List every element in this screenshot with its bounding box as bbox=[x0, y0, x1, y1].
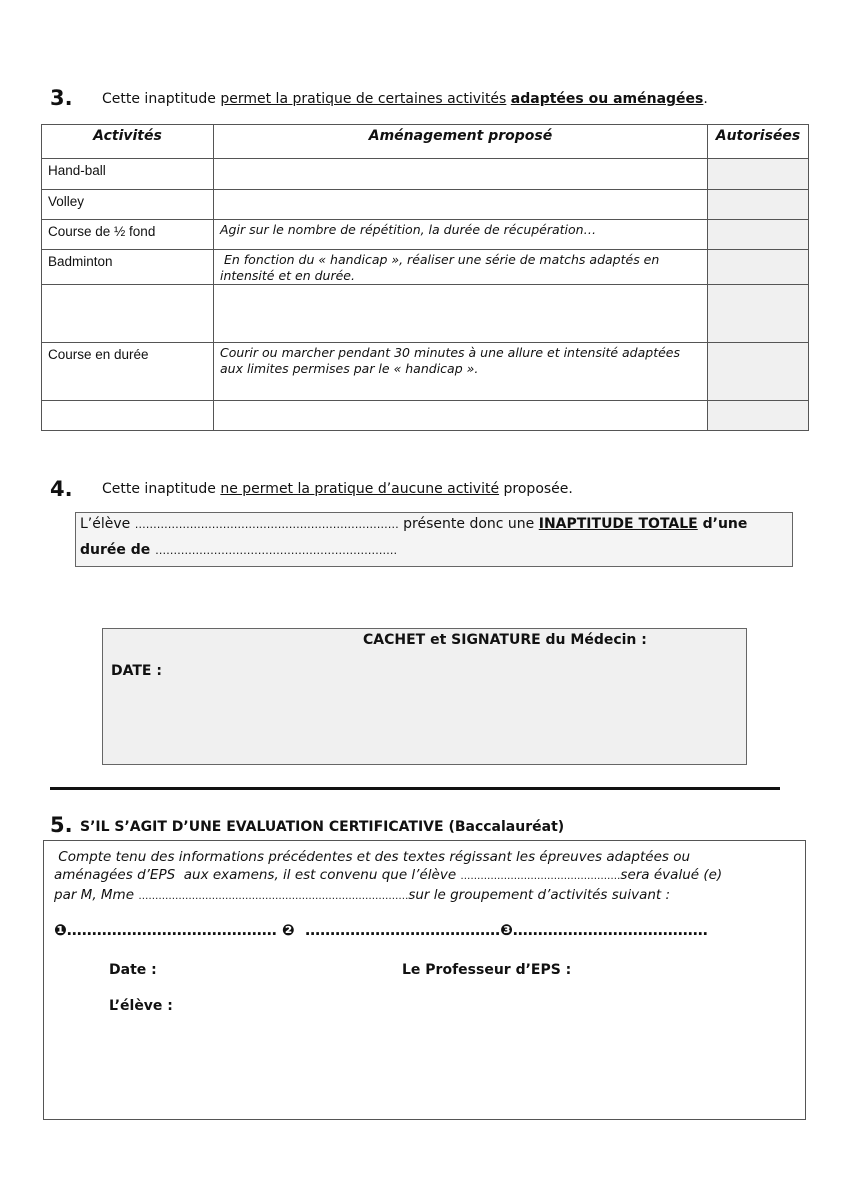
amenagement-cell[interactable] bbox=[214, 285, 708, 343]
table-row bbox=[42, 220, 809, 250]
inaptitude-totale-box bbox=[75, 512, 793, 567]
header-amenagement: Aménagement proposé bbox=[214, 125, 708, 159]
activity-cell: Volley bbox=[42, 190, 214, 220]
table-row bbox=[42, 285, 809, 343]
autorisee-cell[interactable] bbox=[708, 343, 809, 401]
evaluation-box bbox=[43, 840, 806, 1120]
para-l3-end: sur le groupement d’activités suivant : bbox=[408, 887, 671, 903]
section-3-text bbox=[102, 91, 708, 107]
activity-slot-1[interactable]: ❶…………………………………… bbox=[54, 921, 277, 939]
autorisee-cell[interactable] bbox=[708, 285, 809, 343]
table-row bbox=[42, 250, 809, 285]
section-4-text bbox=[102, 481, 573, 497]
table-row bbox=[42, 190, 809, 220]
d-une-text: d’une bbox=[697, 516, 748, 532]
amenagement-cell[interactable] bbox=[214, 401, 708, 431]
section-5-title: S’IL S’AGIT D’UNE EVALUATION CERTIFICATIVE (Baccalauréat) bbox=[80, 819, 565, 835]
signature-title: CACHET et SIGNATURE du Médecin : bbox=[363, 632, 647, 648]
duree-label: durée de bbox=[80, 542, 156, 558]
autorisee-cell[interactable] bbox=[708, 250, 809, 285]
table-row bbox=[42, 401, 809, 431]
activity-cell bbox=[42, 401, 214, 431]
horizontal-divider bbox=[50, 787, 780, 790]
professeur-label: Le Professeur d’EPS : bbox=[402, 962, 572, 978]
section-3-text-bold: adaptées ou aménagées bbox=[510, 91, 704, 107]
amenagement-cell[interactable] bbox=[214, 159, 708, 190]
para-line-1: Compte tenu des informations précédentes et des textes régissant les épreuves adaptées ou bbox=[54, 849, 691, 865]
section-3-text-a: Cette inaptitude bbox=[102, 91, 221, 107]
eleve-name-field[interactable]: ……………………………………………………………… bbox=[134, 518, 399, 531]
para-line-2 bbox=[54, 866, 794, 886]
table-row bbox=[42, 343, 809, 401]
section-4-text-a: Cette inaptitude bbox=[102, 481, 221, 497]
activity-slot-3[interactable]: ❸………………………………… bbox=[500, 921, 708, 939]
table-row bbox=[42, 159, 809, 190]
header-autorisees: Autorisées bbox=[708, 125, 809, 159]
amenagement-line: intensité et en durée. bbox=[220, 268, 355, 283]
date-label: Date : bbox=[109, 962, 157, 978]
section-3-text-end: . bbox=[703, 91, 708, 107]
presente-text: présente donc une bbox=[398, 516, 539, 532]
section-4-text-underlined: ne permet la pratique d’aucune activité bbox=[220, 481, 500, 497]
professeur-field[interactable]: ……………………………………………………………………… bbox=[138, 891, 409, 902]
activities-table bbox=[41, 124, 809, 431]
amenagement-cell[interactable] bbox=[214, 220, 708, 250]
para-l2-text: aménagées d’EPS aux examens, il est convenu que l’élève bbox=[54, 867, 461, 883]
duree-field[interactable]: ………………………………………………………… bbox=[155, 544, 398, 557]
signature-date-label: DATE : bbox=[111, 663, 162, 679]
inaptitude-line-1 bbox=[80, 516, 747, 532]
amenagement-cell[interactable] bbox=[214, 250, 708, 285]
table-header-row bbox=[42, 125, 809, 159]
activity-cell: Course de ½ fond bbox=[42, 220, 214, 250]
amenagement-line: Agir sur le nombre de répétition, la durée de récupération… bbox=[220, 222, 597, 237]
para-line-3 bbox=[54, 886, 794, 906]
section-3-text-underlined: permet la pratique de certaines activités bbox=[220, 91, 507, 107]
inaptitude-line-2 bbox=[80, 542, 397, 558]
section-4-text-after: proposée. bbox=[499, 481, 573, 497]
eleve-label: L’élève bbox=[80, 516, 135, 532]
eleve-signature-label: L’élève : bbox=[109, 998, 173, 1014]
activity-slot-2[interactable]: ❷ ………………………………… bbox=[276, 921, 501, 939]
activity-slots bbox=[54, 921, 708, 939]
autorisee-cell[interactable] bbox=[708, 159, 809, 190]
activity-cell bbox=[42, 285, 214, 343]
inaptitude-totale-text: INAPTITUDE TOTALE bbox=[538, 516, 698, 532]
section-3-number: 3. bbox=[50, 86, 73, 110]
header-activites: Activités bbox=[42, 125, 214, 159]
amenagement-cell[interactable] bbox=[214, 343, 708, 401]
activity-cell: Badminton bbox=[42, 250, 214, 285]
autorisee-cell[interactable] bbox=[708, 401, 809, 431]
amenagement-line: aux limites permises par le « handicap ». bbox=[220, 361, 479, 376]
amenagement-line: En fonction du « handicap », réaliser une série de matchs adaptés en bbox=[220, 252, 660, 267]
para-l2-end: sera évalué (e) bbox=[620, 867, 723, 883]
section-4-number: 4. bbox=[50, 477, 73, 501]
evaluation-paragraph bbox=[54, 848, 794, 906]
activity-cell: Course en durée bbox=[42, 343, 214, 401]
autorisee-cell[interactable] bbox=[708, 190, 809, 220]
amenagement-cell[interactable] bbox=[214, 190, 708, 220]
signature-box[interactable] bbox=[102, 628, 747, 765]
eleve-field[interactable]: ………………………………………… bbox=[460, 871, 621, 882]
para-l3-text: par M, Mme bbox=[54, 887, 139, 903]
autorisee-cell[interactable] bbox=[708, 220, 809, 250]
section-5-number: 5. bbox=[50, 813, 73, 837]
amenagement-line: Courir ou marcher pendant 30 minutes à une allure et intensité adaptées bbox=[220, 345, 681, 360]
activity-cell: Hand-ball bbox=[42, 159, 214, 190]
